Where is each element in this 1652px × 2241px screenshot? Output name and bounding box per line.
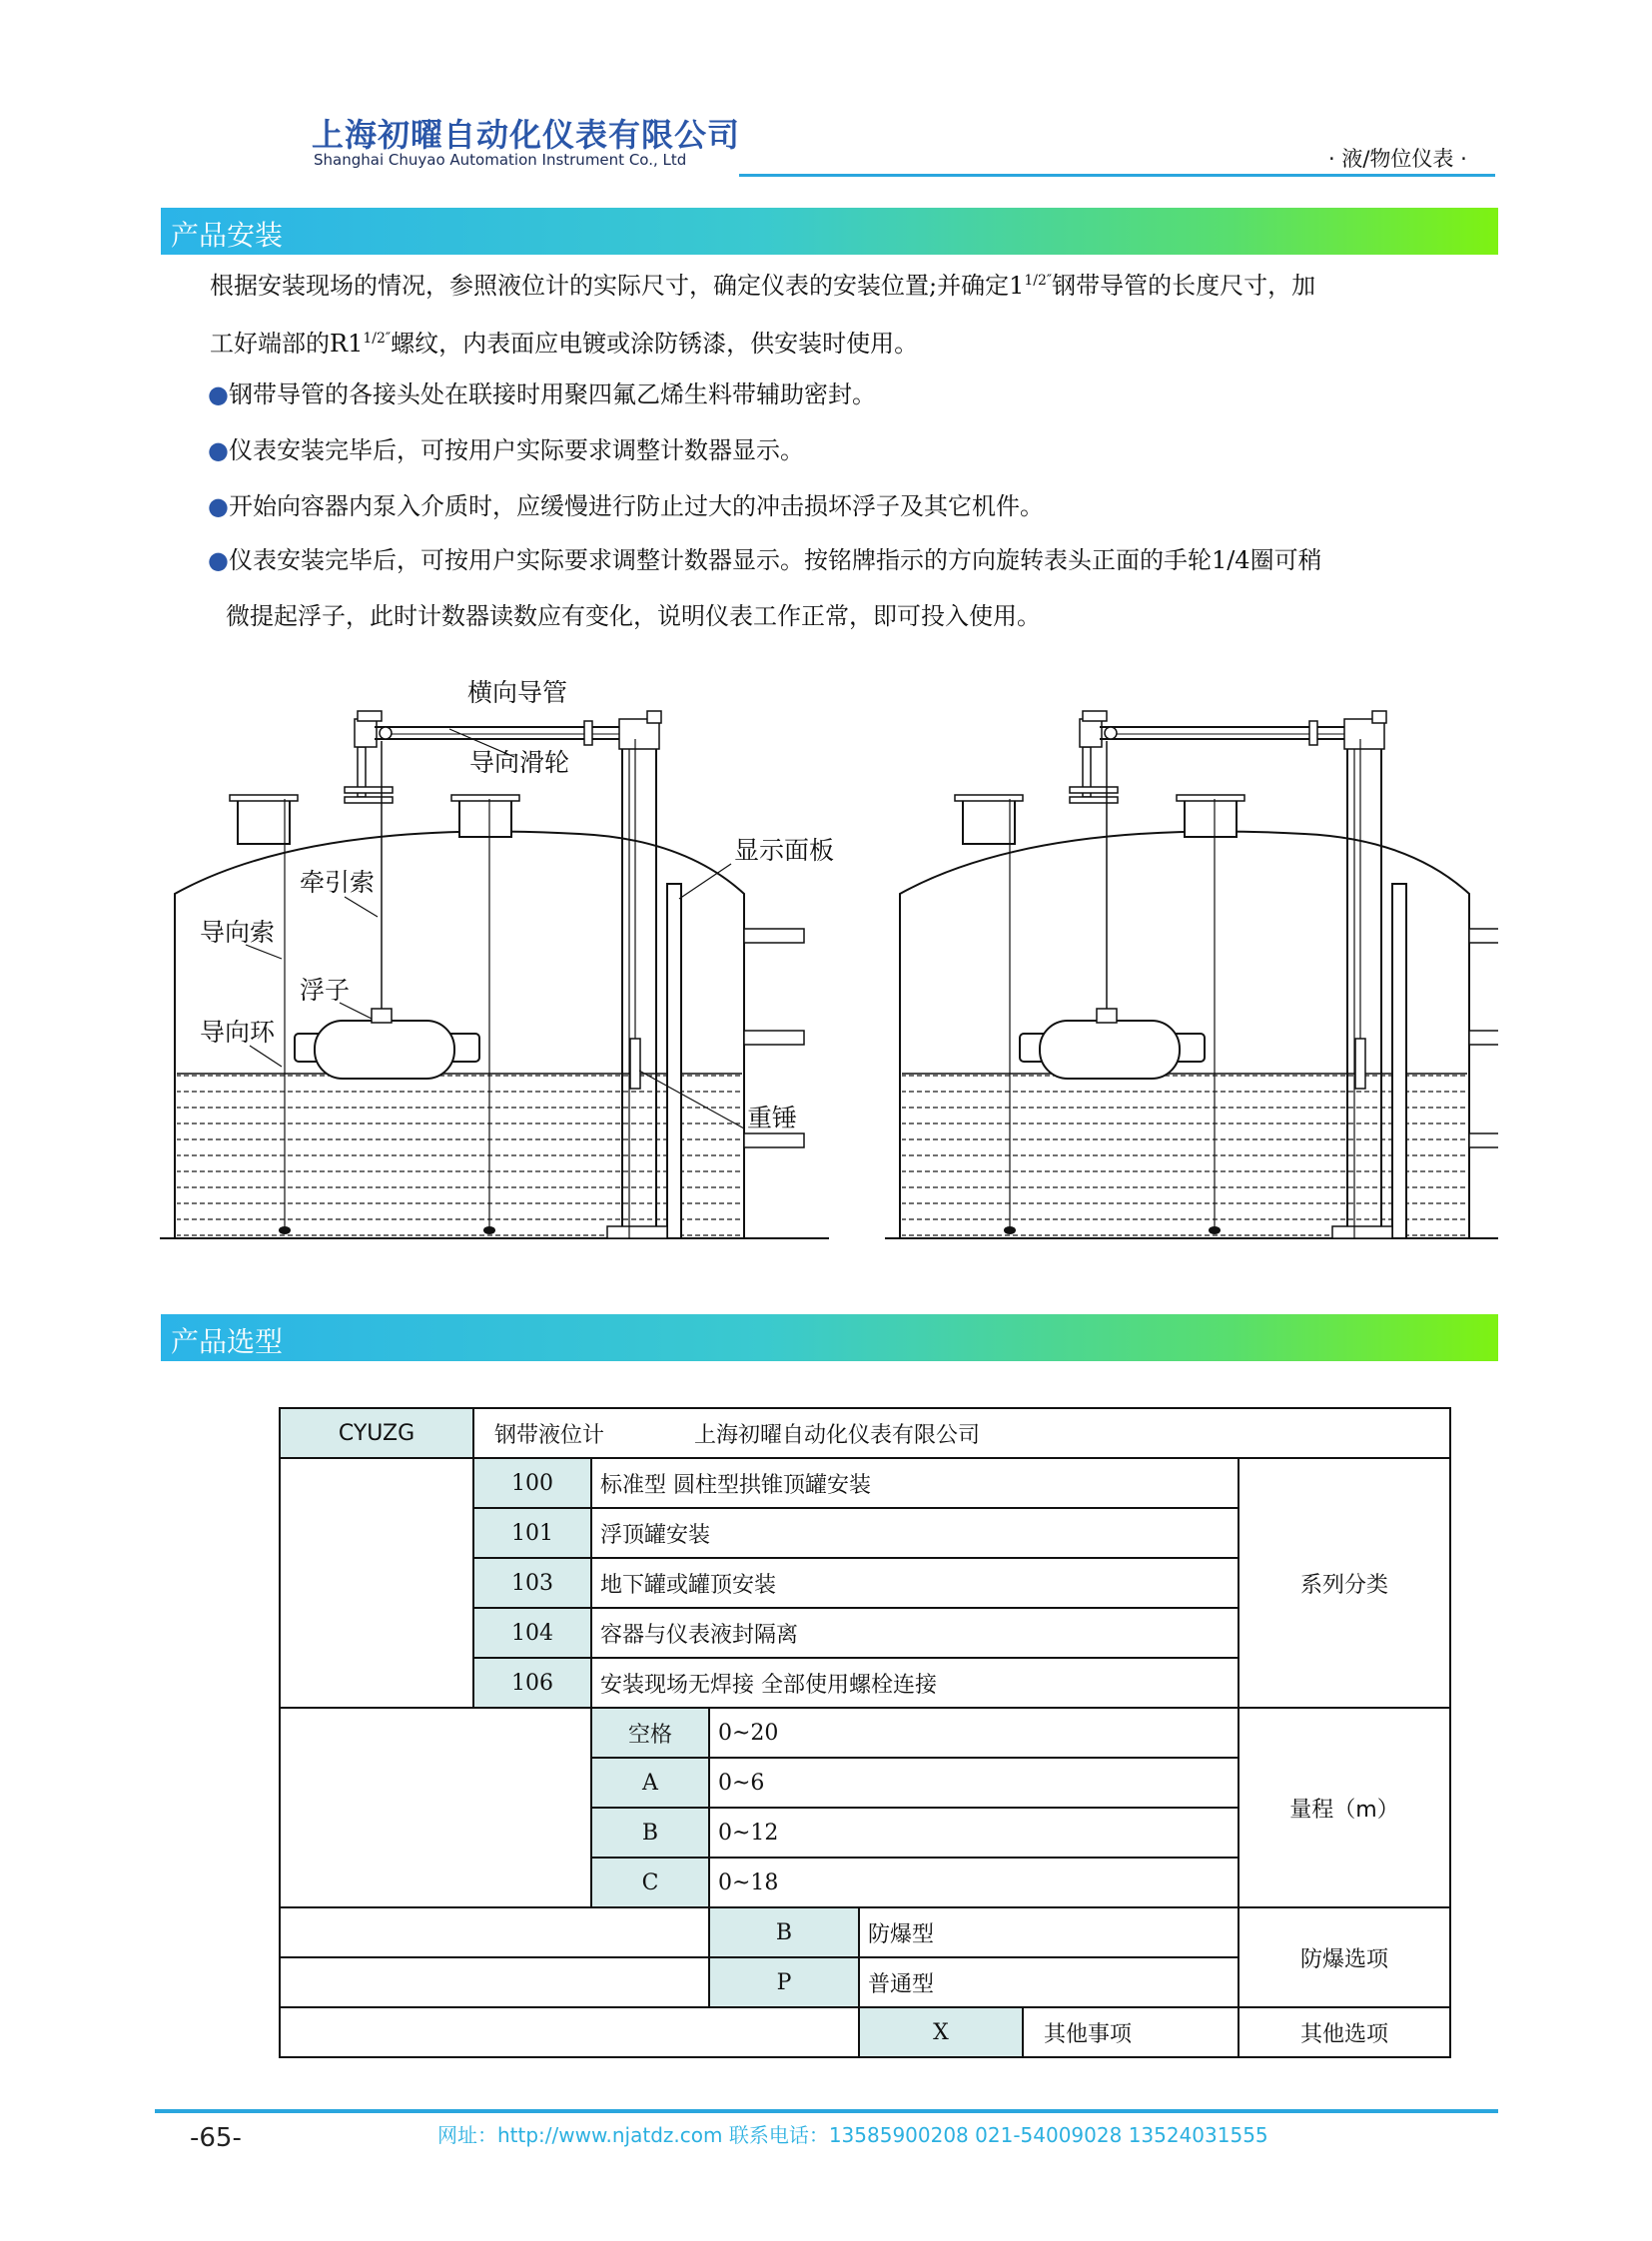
- table-row: B 0~12: [280, 1808, 1450, 1858]
- bullet-item-cont: 微提起浮子，此时计数器读数应有变化，说明仪表工作正常，即可投入使用。: [226, 602, 1041, 630]
- company-name-en: Shanghai Chuyao Automation Instrument Co., Ltd: [314, 151, 687, 169]
- table-row: 106 安装现场无焊接 全部使用螺栓连接: [280, 1658, 1450, 1708]
- table-row: 104 容器与仪表液封隔离: [280, 1608, 1450, 1658]
- model-code: CYUZG: [280, 1408, 473, 1458]
- footer-contact: 网址：http://www.njatdz.com 联系电话：13585900208 021-54009028 13524031555: [437, 2123, 1268, 2147]
- bullet-item: ●仪表安装完毕后，可按用户实际要求调整计数器显示。按铭牌指示的方向旋转表头正面的手轮1/4圈可稍: [208, 546, 1322, 574]
- table-row: 100 标准型 圆柱型拱锥顶罐安装 系列分类: [280, 1458, 1450, 1508]
- table-row: X 其他事项 其他选项: [280, 2007, 1450, 2057]
- section-bar-selection: [161, 1314, 1498, 1361]
- installation-diagram: [160, 659, 1498, 1258]
- bullet-item: ●开始向容器内泵入介质时，应缓慢进行防止过大的冲击损坏浮子及其它机件。: [208, 492, 1044, 520]
- page-number: -65-: [190, 2123, 242, 2153]
- table-row: 101 浮顶罐安装: [280, 1508, 1450, 1558]
- range-label: 量程（m）: [1239, 1708, 1450, 1907]
- section-title: 产品安装: [171, 219, 284, 252]
- table-row: 空格 0~20 量程（m）: [280, 1708, 1450, 1758]
- label-guide-ring: 导向环: [200, 1018, 276, 1047]
- bullet-item: ●钢带导管的各接头处在联接时用聚四氟乙烯生料带辅助密封。: [208, 380, 876, 408]
- label-counterweight: 重锤: [747, 1104, 798, 1132]
- bullet-item: ●仪表安装完毕后，可按用户实际要求调整计数器显示。: [208, 436, 804, 464]
- label-guide-pulley: 导向滑轮: [469, 748, 570, 777]
- selection-table: [279, 1407, 1451, 2058]
- section-bar-install: [161, 208, 1498, 255]
- header-rule: [739, 174, 1495, 177]
- footer-rule: [155, 2109, 1498, 2113]
- table-row: P 普通型: [280, 1957, 1450, 2007]
- label-horizontal-pipe: 横向导管: [467, 678, 568, 707]
- series-label: 系列分类: [1239, 1458, 1450, 1708]
- header-category: · 液/物位仪表 ·: [1328, 147, 1467, 171]
- company-name-cn: 上海初曜自动化仪表有限公司: [312, 116, 741, 154]
- section-title: 产品选型: [171, 1325, 284, 1358]
- label-display-panel: 显示面板: [734, 836, 835, 865]
- table-row: B 防爆型 防爆选项: [280, 1907, 1450, 1957]
- table-row: A 0~6: [280, 1758, 1450, 1808]
- label-traction-cable: 牵引索: [300, 868, 376, 897]
- table-row: C 0~18: [280, 1858, 1450, 1907]
- install-paragraph-1: 根据安装现场的情况，参照液位计的实际尺寸，确定仪表的安装位置;并确定$1^{1/2''}$钢带导管的长度尺寸，加: [210, 272, 1316, 300]
- table-row: [280, 1408, 1450, 1458]
- ex-label: 防爆选项: [1239, 1907, 1450, 2007]
- install-paragraph-2: 工好端部的$R1^{1/2''}$螺纹，内表面应电镀或涂防锈漆，供安装时使用。: [210, 330, 919, 358]
- table-row: 103 地下罐或罐顶安装: [280, 1558, 1450, 1608]
- label-float: 浮子: [300, 976, 351, 1005]
- table-title: 钢带液位计 上海初曜自动化仪表有限公司: [473, 1408, 1450, 1458]
- label-guide-rope: 导向索: [200, 918, 276, 947]
- other-label: 其他选项: [1239, 2007, 1450, 2057]
